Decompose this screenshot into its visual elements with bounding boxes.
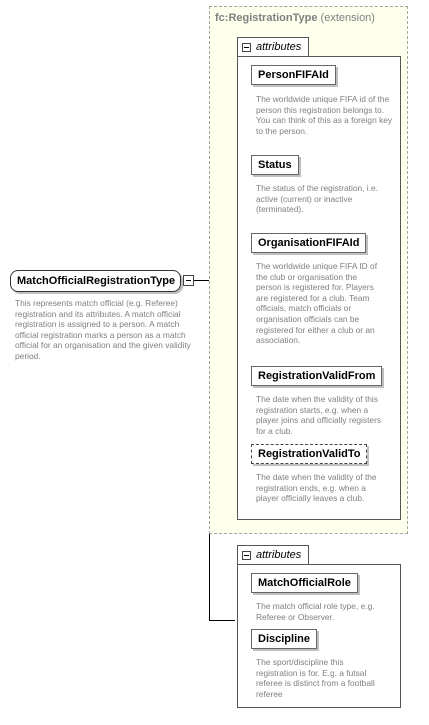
attribute-description: The match official role type, e.g. Referee or Observer. <box>256 601 375 622</box>
main-element-box[interactable] <box>10 270 181 292</box>
attribute-name: Discipline <box>258 633 310 645</box>
attribute-discipline[interactable] <box>251 629 317 649</box>
main-element-description: This represents match official (e.g. Referee) registration and its attributes. A match official registration is assigned to a person. A match official registration marks a person as a match official for an organisation and the given validity period. <box>15 298 191 361</box>
attributes-label: attributes <box>256 41 302 53</box>
extension-suffix: (extension) <box>320 12 375 24</box>
sequence-collapse-icon[interactable] <box>183 275 194 286</box>
main-element-name: MatchOfficialRegistrationType <box>17 275 176 287</box>
collapse-icon[interactable] <box>242 551 251 560</box>
attribute-registration-valid-to[interactable] <box>251 444 367 464</box>
attribute-name: RegistrationValidFrom <box>258 370 376 382</box>
collapse-icon[interactable] <box>242 43 251 52</box>
attribute-description: The worldwide unique FIFA id of the person this registration belongs to. You can think of this as a foreign key to the person. <box>256 94 393 136</box>
extension-type-name: fc:RegistrationType <box>215 12 318 24</box>
attribute-description: The date when the validity of the registration ends, e.g. when a player officially leaves a club. <box>256 472 377 504</box>
connector-to-own-attributes <box>209 620 235 621</box>
attribute-description: The date when the validity of this registration starts, e.g. when a player joins and officially registers for a club. <box>256 394 382 436</box>
attribute-name: Status <box>258 159 292 171</box>
attribute-name: OrganisationFIFAId <box>258 237 360 249</box>
attribute-description: The sport/discipline this registration is for. E.g. a futsal referee is distinct from a football referee <box>256 657 375 699</box>
attribute-name: MatchOfficialRole <box>258 577 351 589</box>
extension-title <box>215 12 375 24</box>
attribute-description: The worldwide unique FIFA ID of the club or organisation the person is registered for. Players are registered for a club. Team officials, match officials or organisation officials can be registered for either a club or an association. <box>256 261 378 346</box>
own-attributes-tab[interactable] <box>237 545 309 565</box>
connector-main-horizontal <box>194 280 210 281</box>
extension-attributes-tab[interactable] <box>237 37 309 57</box>
attribute-organisation-fifa-id[interactable] <box>251 233 366 253</box>
attribute-registration-valid-from[interactable] <box>251 366 382 386</box>
attribute-name: PersonFIFAId <box>258 69 329 81</box>
attribute-name: RegistrationValidTo <box>258 448 361 460</box>
attribute-status[interactable] <box>251 155 299 175</box>
attribute-description: The status of the registration, i.e. active (current) or inactive (terminated). <box>256 183 378 215</box>
attribute-match-official-role[interactable] <box>251 573 358 593</box>
attributes-label: attributes <box>256 549 302 561</box>
attribute-person-fifa-id[interactable] <box>251 65 336 85</box>
